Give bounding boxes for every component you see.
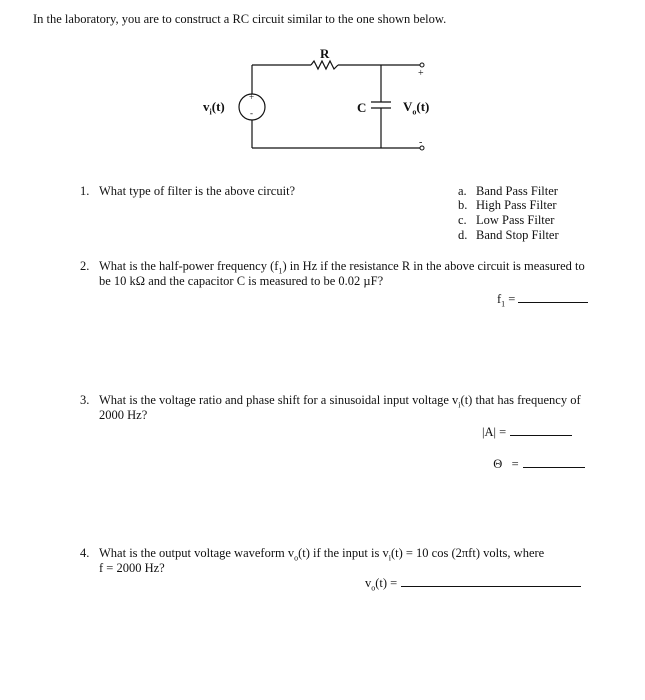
answer-blank-ratio[interactable] <box>510 425 572 436</box>
question-3-line-2: 2000 Hz? <box>99 408 148 422</box>
option-b: b. High Pass Filter <box>458 198 557 212</box>
option-a: a. Band Pass Filter <box>458 184 558 198</box>
question-2-answer: $f_1$ = <box>497 292 588 309</box>
question-3-line-1: What is the voltage ratio and phase shift for a sinusoidal input voltage $v_i(t)$ that has frequency of <box>99 393 581 410</box>
question-1-number: 1. <box>80 184 90 198</box>
answer-blank-f1[interactable] <box>518 292 588 303</box>
output-minus-sign: - <box>419 137 423 148</box>
output-terminal-top <box>420 63 424 67</box>
option-c: c. Low Pass Filter <box>458 213 555 227</box>
option-d: d. Band Stop Filter <box>458 228 559 242</box>
source-minus-sign: - <box>250 108 253 118</box>
intro-text: In the laboratory, you are to construct a RC circuit similar to the one shown below. <box>33 12 447 26</box>
answer-blank-phase[interactable] <box>523 457 585 468</box>
question-1-text: What type of filter is the above circuit? <box>99 184 296 198</box>
output-plus-sign: + <box>418 68 424 79</box>
question-2-number: 2. <box>80 259 90 273</box>
question-4-line-2: f = 2000 Hz? <box>99 561 165 575</box>
output-voltage-label: $V_o(t)$ <box>403 99 430 117</box>
resistor-label: R <box>320 46 330 61</box>
capacitor-label: C <box>357 100 367 115</box>
question-4-number: 4. <box>80 546 90 560</box>
question-3-number: 3. <box>80 393 90 407</box>
source-plus-sign: + <box>249 92 255 102</box>
answer-blank-vo[interactable] <box>401 576 581 587</box>
question-2-line-1: What is the half-power frequency $(f_1)$ in Hz if the resistance R in the above circuit is measured to <box>99 259 585 276</box>
question-4-answer: $v_o(t)$ = <box>365 576 581 593</box>
question-2-line-2: be 10 kΩ and the capacitor C is measured to be 0.02 µF? <box>99 274 384 288</box>
question-4-line-1: What is the output voltage waveform $v_o(t)$ if the input is $v_i(t) = 10$ cos (2πft) volts, where <box>99 546 545 563</box>
question-3-answer-ratio: |A| = <box>482 425 572 440</box>
resistor-symbol <box>311 61 338 69</box>
input-voltage-label: $v_i(t)$ <box>203 99 225 117</box>
question-3-answer-phase: Θ = <box>487 442 585 472</box>
